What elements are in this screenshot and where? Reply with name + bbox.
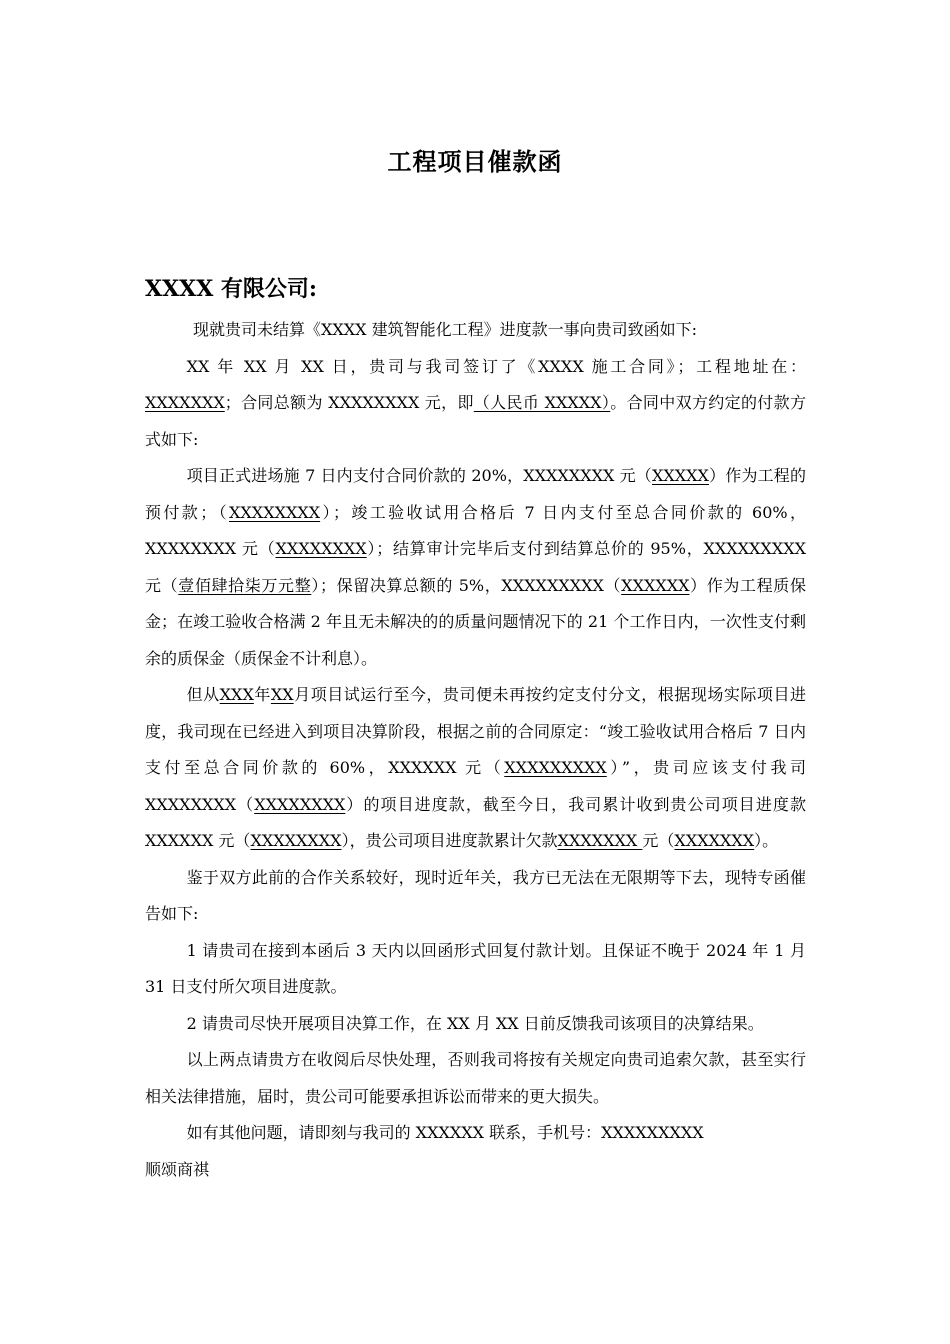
arrears-text-e: 月项目试运行至今，贵司便未再按约定支付分文，根据现场实际项目进度，我司现在已经进入到项目决算阶段，根据之前的合同原定：“竣工验收试用合格后 7 日内支付至总合同价款的 60%，XXXXXX 元（ bbox=[145, 685, 806, 777]
arrears-text-c: 年 bbox=[253, 685, 271, 704]
recipient-line: XXXX 有限公司: bbox=[145, 276, 318, 302]
contract-text-a: XX 年 XX 月 XX 日，贵司与我司签订了《XXXX 施工合同》；工程地址在： bbox=[186, 356, 806, 376]
arrears-text-a: 但从 bbox=[186, 685, 220, 704]
arrears-text-k: ），贵公司项目进度款累计欠款 bbox=[341, 831, 558, 850]
arrears-paragraph bbox=[145, 677, 806, 860]
demand-intro-paragraph: 鉴于双方此前的合作关系较好，现时近年关，我方已无法在无限期等下去，现特专函催告如下: bbox=[145, 867, 806, 923]
arrears-placeholder-f: XXXXXXXXX bbox=[504, 758, 607, 777]
arrears-text-g: ）”，贵司应该支付我司 XXXXXXXX（ bbox=[145, 758, 806, 814]
payment-placeholder-j: XXXXXX bbox=[621, 575, 690, 595]
arrears-year-placeholder: XXX bbox=[219, 685, 254, 704]
payment-text-k: ）作为工程质保金；在竣工验收合格满 2 年且无未解决的的质量问题情况下的 21 个工作日内，一次性支付剩余的质保金（质保金不计利息）。 bbox=[145, 575, 806, 668]
contract-paragraph bbox=[145, 349, 806, 459]
payment-placeholder-b: XXXXX bbox=[651, 466, 709, 485]
document-title: 工程项目催款函 bbox=[387, 147, 563, 176]
payment-terms-paragraph bbox=[145, 458, 806, 677]
arrears-placeholder-h: XXXXXXXX bbox=[254, 794, 346, 814]
demand-item-1: 1 请贵司在接到本函后 3 天内以回函形式回复付款计划。且保证不晚于 2024 年 1 月 31 日支付所欠项目进度款。 bbox=[145, 940, 806, 996]
arrears-text-i: ）的项目进度款，截至今日，我司累计收到贵公司项目进度款 XXXXXX 元（ bbox=[145, 794, 806, 850]
closing-salutation: 顺颂商祺 bbox=[145, 1159, 210, 1179]
arrears-placeholder-j: XXXXXXXX bbox=[250, 831, 342, 850]
payment-text-i: ）；保留决算总额的 5%，XXXXXXXXX（ bbox=[311, 575, 622, 595]
arrears-owed-placeholder: XXXXXXX bbox=[557, 831, 643, 850]
arrears-text-m: 元（ bbox=[642, 831, 675, 850]
contract-rmb-placeholder: （人民币 XXXXX） bbox=[473, 393, 611, 412]
contract-address-placeholder: XXXXXXX bbox=[145, 393, 225, 412]
payment-text-g: ）；结算审计完毕后支付到结算总价的 95%，XXXXXXXXX 元（ bbox=[145, 539, 806, 595]
contract-text-e: 。合同中双方约定的付款方式如下: bbox=[145, 393, 806, 449]
payment-amount-chinese: 壹佰肆拾柒万元整 bbox=[178, 575, 312, 595]
arrears-owed-capital-placeholder: XXXXXXX bbox=[674, 831, 755, 850]
arrears-month-placeholder: XX bbox=[270, 685, 294, 704]
warning-paragraph: 以上两点请贵方在收阅后尽快处理，否则我司将按有关规定向贵司追索欠款，甚至实行相关法律措施，届时，贵公司可能要承担诉讼而带来的更大损失。 bbox=[145, 1050, 806, 1106]
letter-body bbox=[145, 312, 806, 1188]
contract-text-c: ；合同总额为 XXXXXXXX 元，即 bbox=[224, 393, 474, 412]
payment-placeholder-f: XXXXXXXX bbox=[275, 539, 367, 558]
payment-placeholder-d: XXXXXXXX bbox=[229, 502, 321, 522]
intro-paragraph: 现就贵司未结算《XXXX 建筑智能化工程》进度款一事向贵司致函如下: bbox=[193, 320, 698, 339]
contact-paragraph: 如有其他问题，请即刻与我司的 XXXXXX 联系，手机号：XXXXXXXXX bbox=[186, 1123, 704, 1142]
payment-text-a: 项目正式进场施 7 日内支付合同价款的 20%，XXXXXXXX 元（ bbox=[186, 466, 652, 485]
payment-text-c: ）作为工程的预付款；（ bbox=[145, 466, 806, 522]
arrears-text-o: ）。 bbox=[754, 831, 779, 850]
demand-item-2: 2 请贵司尽快开展项目决算工作，在 XX 月 XX 日前反馈我司该项目的决算结果。 bbox=[186, 1013, 764, 1033]
payment-text-e: ）；竣工验收试用合格后 7 日内支付至总合同价款的 60%，XXXXXXXX 元（ bbox=[145, 502, 806, 558]
